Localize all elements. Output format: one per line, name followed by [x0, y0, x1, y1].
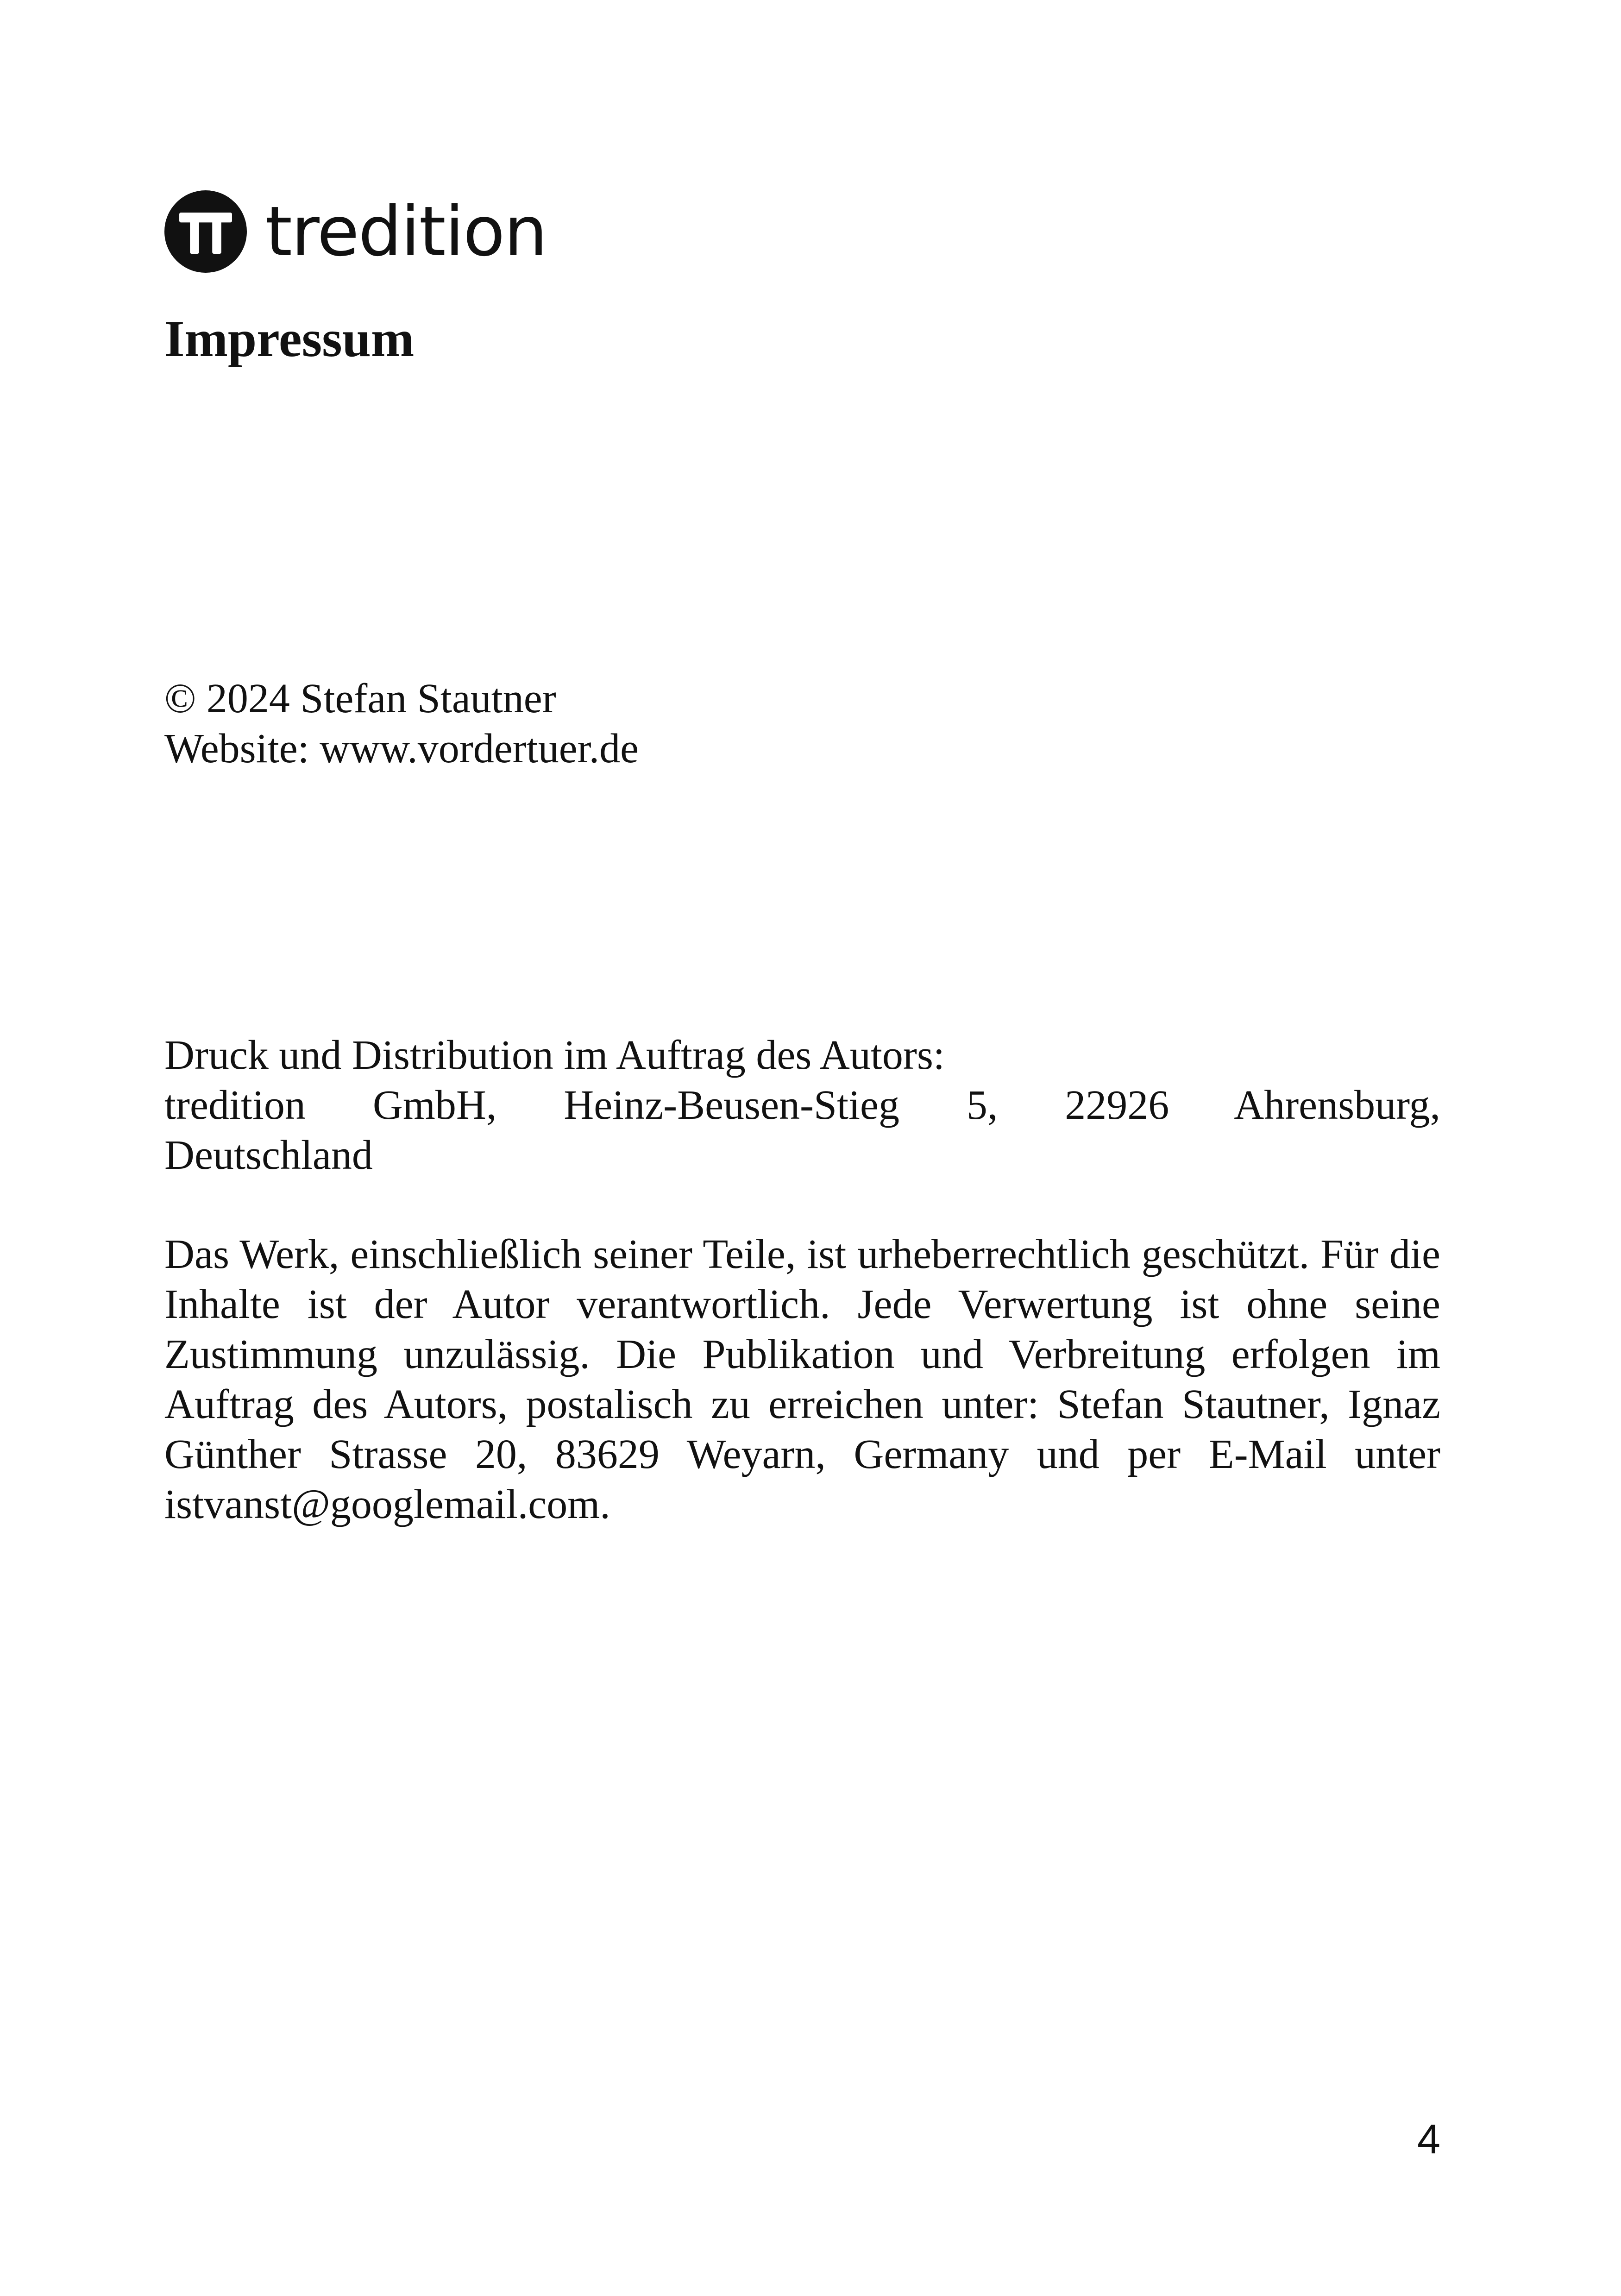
printing-section	[164, 1030, 1440, 1180]
legal-section	[164, 1230, 1440, 1530]
publisher-logo	[164, 190, 547, 273]
copyright-section	[164, 674, 1440, 774]
printing-label: Druck und Distribution im Auftrag des Autors:	[164, 1032, 945, 1078]
website-line: Website: www.vordertuer.de	[164, 726, 639, 772]
copyright-line: © 2024 Stefan Stautner	[164, 676, 556, 721]
legal-paragraph: Das Werk, einschließlich seiner Teile, ist urheberrechtlich geschützt. Für die Inhalte ist der Autor verantwortlich. Jede Verwertung ist ohne seine Zustimmung unzulässig. Die Publikation und Verbreitung erfolgen im Auftrag des Autors, postalisch zu erreichen unter: Stefan Stautner, Ignaz Günther Strasse 20, 83629 Weyarn, Germany und per E-Mail unter istvanst@googlemail.com.	[164, 1231, 1440, 1527]
printing-address: tredition GmbH, Heinz-Beusen-Stieg 5, 22926 Ahrensburg,	[164, 1082, 1440, 1128]
logo-wordmark: tredition	[265, 192, 547, 271]
page-title: Impressum	[164, 310, 415, 368]
printing-country: Deutschland	[164, 1132, 373, 1178]
tredition-logo-icon	[164, 190, 247, 273]
page-number: 4	[1417, 2116, 1440, 2163]
